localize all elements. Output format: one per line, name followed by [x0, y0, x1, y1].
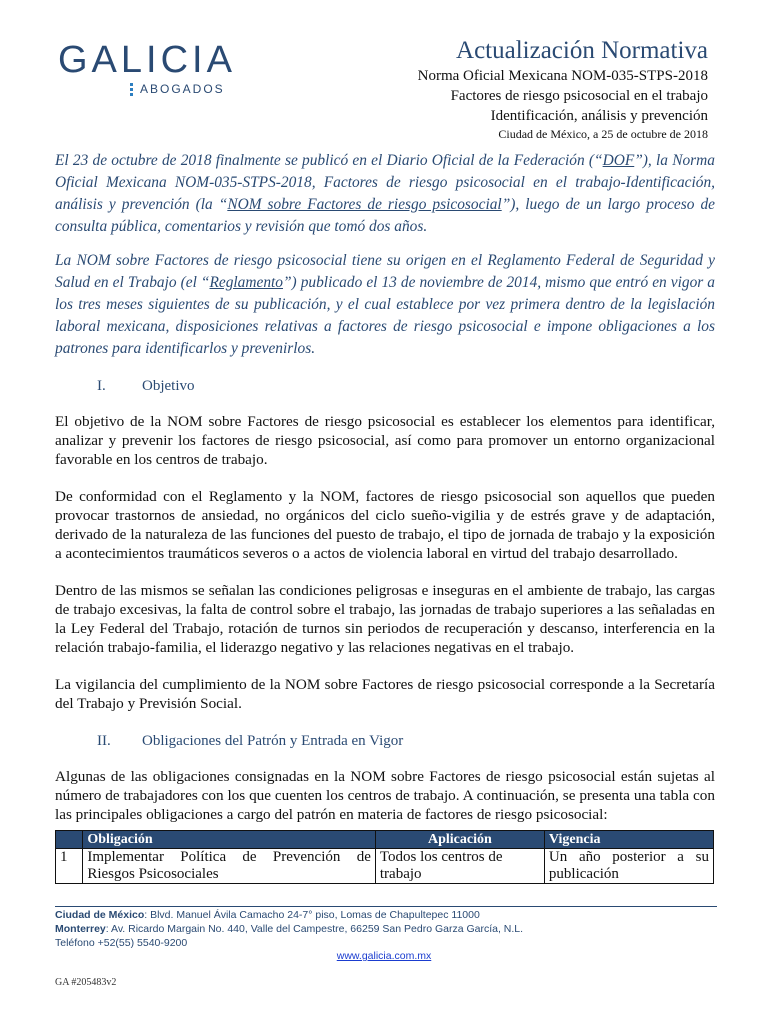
logo-name: GALICIA [58, 39, 236, 81]
logo-subtitle [130, 82, 236, 96]
document-id: GA #205483v2 [55, 977, 117, 988]
footer-divider [55, 906, 717, 907]
footer-monterrey: Monterrey: Av. Ricardo Margain No. 440, Valle del Campestre, 66259 San Pedro Garza García, N.L. [55, 923, 524, 935]
intro-paragraph-2: La NOM sobre Factores de riesgo psicosocial tiene su origen en el Reglamento Federal de Seguridad y Salud en el Trabajo (el “Reglamento”) publicado el 13 de noviembre de 2014, mismo que entró en vigor a los tres meses siguientes de su publicación, y el cual establece por vez primera dentro de la legislación laboral mexicana, disposiciones relativas a factores de riesgo psicosocial e impone obligaciones a los patrones para identificarlos y prevenirlos. [55, 252, 715, 357]
table-header-row [56, 831, 714, 849]
logo-abogados: ABOGADOS [140, 82, 225, 96]
header-block [418, 36, 708, 142]
dof-term: DOF [602, 152, 635, 169]
paragraph-condiciones: Dentro de las mismos se señalan las condiciones peligrosas e inseguras en el ambiente de trabajo, las cargas de trabajo excesivas, la falta de control sobre el trabajo, las jornadas de trabajo superiores a las señaladas en la Ley Federal del Trabajo, rotación de turnos sin periodos de recuperación y descanso, interferencia en la relación trabajo-familia, el liderazgo negativo y las relaciones negativas en el trabajo. [55, 582, 715, 656]
header-norma: Norma Oficial Mexicana NOM-035-STPS-2018 [417, 68, 708, 84]
section-title: Objetivo [142, 378, 195, 394]
header-identificacion: Identificación, análisis y prevención [490, 108, 708, 124]
logo-dots-icon [130, 83, 134, 96]
header-title: Actualización Normativa [456, 37, 708, 64]
table-cell-obligacion: Implementar Política de Prevención de Riesgos Psicosociales [83, 849, 376, 884]
section-number: I. [97, 378, 106, 394]
paragraph-obligaciones: Algunas de las obligaciones consignadas en la NOM sobre Factores de riesgo psicosocial están sujetas al número de trabajadores con los que cuenten los centros de trabajo. A continuación, se presenta una tabla con las principales obligaciones a cargo del patrón en materia de factores de riesgo psicosocial: [55, 768, 715, 823]
header-factores: Factores de riesgo psicosocial en el trabajo [450, 88, 708, 104]
section-heading-objetivo [55, 376, 715, 396]
table-header-aplicacion: Aplicación [375, 831, 544, 849]
table-header-obligacion: Obligación [83, 831, 376, 849]
table-cell-num: 1 [56, 849, 83, 884]
reglamento-term: Reglamento [209, 274, 283, 291]
website-link[interactable]: www.galicia.com.mx [336, 950, 432, 962]
table-cell-vigencia: Un año posterior a su publicación [544, 849, 713, 884]
footer-cdmx: Ciudad de México: Blvd. Manuel Ávila Camacho 24-7° piso, Lomas de Chapultepec 11000 [55, 909, 480, 921]
obligations-table [55, 830, 714, 884]
paragraph-objetivo: El objetivo de la NOM sobre Factores de riesgo psicosocial es establecer los elementos para identificar, analizar y prevenir los factores de riesgo psicosocial, así como para promover un entorno organizacional favorable en los centros de trabajo. [55, 413, 715, 468]
intro-paragraph-1: El 23 de octubre de 2018 finalmente se publicó en el Diario Oficial de la Federación (“DOF”), la Norma Oficial Mexicana NOM-035-STPS-2018, Factores de riesgo psicosocial en el trabajo-Identificación, análisis y prevención (la “NOM sobre Factores de riesgo psicosocial”), luego de un largo proceso de consulta pública, comentarios y revisión que tomó dos años. [55, 152, 715, 235]
paragraph-vigilancia: La vigilancia del cumplimiento de la NOM sobre Factores de riesgo psicosocial corresponde a la Secretaría del Trabajo y Previsión Social. [55, 676, 715, 712]
paragraph-definicion: De conformidad con el Reglamento y la NOM, factores de riesgo psicosocial son aquellos que pueden provocar trastornos de ansiedad, no orgánicos del ciclo sueño-vigilia y de estrés grave y de adaptación, derivado de la naturaleza de las funciones del puesto de trabajo, el tipo de jornada de trabajo y la exposición a acontecimientos traumáticos severos o a actos de violencia laboral en virtud del trabajo desarrollado. [55, 488, 715, 562]
footer-phone: Teléfono +52(55) 5540-9200 [55, 937, 188, 949]
footer-addresses [55, 908, 717, 950]
table-header-vigencia: Vigencia [544, 831, 713, 849]
nom-term: NOM sobre Factores de riesgo psicosocial [227, 196, 502, 213]
galicia-logo [58, 40, 236, 96]
header-date: Ciudad de México, a 25 de octubre de 2018 [498, 127, 708, 141]
table-header-num [56, 831, 83, 849]
document-body [55, 150, 715, 884]
section-number: II. [97, 733, 111, 749]
table-row [56, 849, 714, 884]
table-cell-aplicacion: Todos los centros de trabajo [375, 849, 544, 884]
footer-website [0, 950, 768, 962]
section-heading-obligaciones [55, 731, 715, 751]
section-title: Obligaciones del Patrón y Entrada en Vigor [142, 733, 404, 749]
